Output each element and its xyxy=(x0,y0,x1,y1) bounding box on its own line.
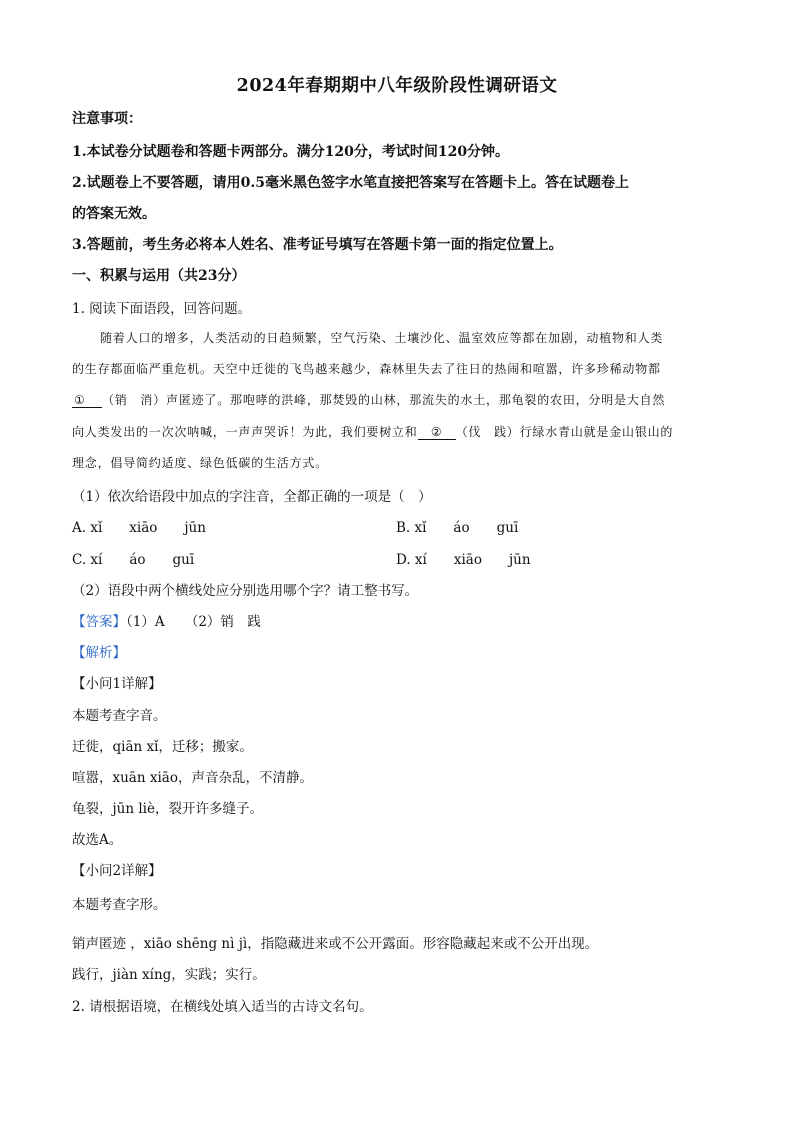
option-c: C. xí áo guī xyxy=(72,552,195,568)
question-2-stem: 2. 请根据语境，在横线处填入适当的古诗文名句。 xyxy=(72,999,373,1015)
detail-1-line-5: 故选A。 xyxy=(72,832,123,848)
option-d: D. xí xiāo jūn xyxy=(396,552,531,568)
option-a: A. xǐ xiāo jūn xyxy=(72,520,206,536)
passage-line-5: 理念，倡导简约适度、绿色低碳的生活方式。 xyxy=(72,456,329,470)
blank-1: ① xyxy=(72,394,102,408)
analysis-label: 【解析】 xyxy=(72,645,126,661)
passage-line-4-text: 向人类发出的一次次呐喊，一声声哭诉！为此，我们要树立和 xyxy=(72,425,418,439)
answer-line xyxy=(72,610,261,630)
option-b: B. xǐ áo guī xyxy=(396,520,519,536)
blank-1-hint: （销 消） xyxy=(102,393,167,407)
detail-1-line-1: 本题考查字音。 xyxy=(72,708,167,724)
blank-2-hint: （伐 践） xyxy=(455,425,520,439)
passage-line-3-text: 声匿迹了。那咆哮的洪峰，那焚毁的山林，那流失的水土，那龟裂的农田，分明是大自然 xyxy=(166,393,666,407)
notice-item-2: 2.试题卷上不要答题，请用0.5毫米黑色签字水笔直接把答案写在答题卡上。答在试题卷上 xyxy=(72,175,629,191)
detail-1-line-4: 龟裂，jūn liè，裂开许多缝子。 xyxy=(72,801,263,817)
passage-line-4-rest: 行绿水青山就是金山银山的 xyxy=(519,425,674,439)
detail-2-line-3: 践行，jiàn xíng，实践；实行。 xyxy=(72,967,266,983)
detail-2-label: 【小问2详解】 xyxy=(72,863,162,879)
passage-line-3 xyxy=(72,391,665,408)
detail-1-line-2: 迁徙，qiān xǐ，迁移；搬家。 xyxy=(72,739,253,755)
notice-item-3: 3.答题前，考生务必将本人姓名、准考证号填写在答题卡第一面的指定位置上。 xyxy=(72,237,563,253)
notice-item-1: 1.本试卷分试题卷和答题卡两部分。满分120分，考试时间120分钟。 xyxy=(72,144,510,160)
question-1-stem: 1. 阅读下面语段，回答问题。 xyxy=(72,301,252,317)
detail-1-line-3: 喧嚣，xuān xiāo，声音杂乱，不清静。 xyxy=(72,770,313,786)
notice-heading: 注意事项： xyxy=(72,111,142,127)
blank-2: ② xyxy=(418,426,456,440)
section-heading: 一、积累与运用（共23分） xyxy=(72,268,246,284)
answer-label: 【答案】 xyxy=(72,614,126,630)
page-title: 2024年春期期中八年级阶段性调研语文 xyxy=(236,76,558,96)
passage-line-4 xyxy=(72,423,673,440)
sub-question-2: （2）语段中两个横线处应分别选用哪个字？请工整书写。 xyxy=(72,583,419,599)
sub-question-1: （1）依次给语段中加点的字注音，全都正确的一项是（ ） xyxy=(72,489,432,505)
notice-item-2-continued: 的答案无效。 xyxy=(72,206,156,222)
detail-2-line-2: 销声匿迹 ，xiāo shēng nì jì，指隐藏进来或不公开露面。形容隐藏起来或不公开出现。 xyxy=(72,936,599,952)
passage-line-2: 的生存都面临严重危机。天空中迁徙的飞鸟越来越少，森林里失去了往日的热闹和喧嚣，许多珍稀动物都 xyxy=(72,362,661,376)
answer-text: （1）A （2）销 践 xyxy=(126,614,261,630)
detail-1-label: 【小问1详解】 xyxy=(72,676,162,692)
passage-line-1: 随着人口的增多，人类活动的日趋频繁，空气污染、土壤沙化、温室效应等都在加剧，动植物和人类 xyxy=(100,331,664,345)
detail-2-line-1: 本题考查字形。 xyxy=(72,897,167,913)
